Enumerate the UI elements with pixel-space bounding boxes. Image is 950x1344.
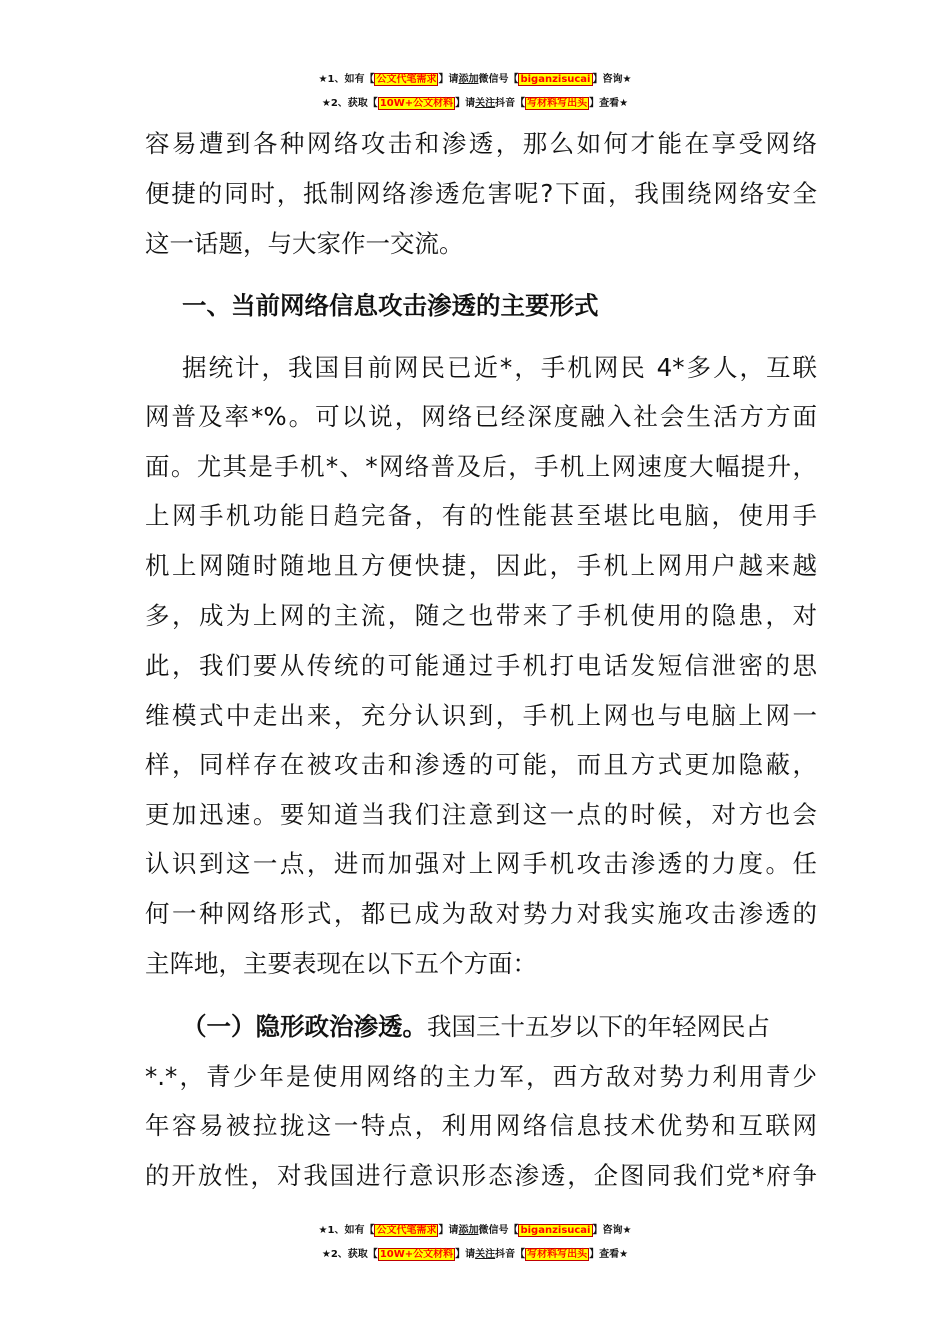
banner-text: 】查看★	[589, 98, 629, 109]
douyin-account-tag: 写材料写出头	[527, 98, 588, 109]
paragraph-line: 网普及率*%。可以说，网络已经深度融入社会生活方方面	[145, 402, 817, 431]
highlight-tag: 公文代笔需求	[376, 74, 437, 85]
banner-text: ★1、如有【	[318, 1225, 375, 1236]
banner-line-1	[0, 68, 950, 92]
douyin-account-tag: 写材料写出头	[527, 1249, 588, 1260]
paragraph-line: 维模式中走出来，充分认识到，手机上网也与电脑上网一	[145, 701, 817, 730]
banner-text: 】咨询★	[592, 74, 632, 85]
paragraph-line: 此，我们要从传统的可能通过手机打电话发短信泄密的思	[145, 651, 817, 680]
banner-line-1	[0, 1219, 950, 1243]
underlined-text: 关注	[475, 98, 496, 109]
paragraph-line: 认识到这一点，进而加强对上网手机攻击渗透的力度。任	[145, 849, 817, 878]
banner-text: ★2、获取【	[321, 1249, 378, 1260]
banner-text: 微信号【	[478, 1225, 519, 1236]
banner-text: 抖音【	[495, 1249, 526, 1260]
paragraph-line	[182, 1012, 770, 1042]
paragraph-line: 年容易被拉拢这一特点，利用网络信息技术优势和互联网	[145, 1111, 817, 1140]
banner-text: 】查看★	[589, 1249, 629, 1260]
paragraph-text: 我国三十五岁以下的年轻网民占	[427, 1012, 770, 1041]
banner-line-2	[0, 92, 950, 116]
banner-text: 】请	[438, 74, 459, 85]
underlined-text: 添加	[458, 1225, 479, 1236]
paragraph-line: 多，成为上网的主流，随之也带来了手机使用的隐患，对	[145, 601, 817, 630]
wechat-id-tag: biganzisucai	[520, 74, 591, 85]
wechat-id-tag: biganzisucai	[520, 1225, 591, 1236]
paragraph-line: 便捷的同时，抵制网络渗透危害呢?下面，我围绕网络安全	[145, 179, 817, 208]
banner-text: ★2、获取【	[321, 98, 378, 109]
underlined-text: 关注	[475, 1249, 496, 1260]
paragraph-line: 的开放性，对我国进行意识形态渗透，企图同我们党*府争	[145, 1161, 817, 1190]
footer-banner	[0, 1219, 950, 1267]
paragraph-line: 据统计，我国目前网民已近*，手机网民 4*多人，互联	[182, 353, 817, 382]
paragraph-line: 容易遭到各种网络攻击和渗透，那么如何才能在享受网络	[145, 129, 817, 158]
banner-text: 抖音【	[495, 98, 526, 109]
highlight-tag: 10W+公文材料	[379, 98, 454, 109]
banner-text: ★1、如有【	[318, 74, 375, 85]
paragraph-line: 上网手机功能日趋完备，有的性能甚至堪比电脑，使用手	[145, 501, 817, 530]
paragraph-line: 机上网随时随地且方便快捷，因此，手机上网用户越来越	[145, 551, 817, 580]
banner-line-2	[0, 1243, 950, 1267]
banner-text: 】请	[455, 98, 476, 109]
paragraph-line: 更加迅速。要知道当我们注意到这一点的时候，对方也会	[145, 800, 817, 829]
highlight-tag: 10W+公文材料	[379, 1249, 454, 1260]
header-banner	[0, 68, 950, 116]
paragraph-line: *.*，青少年是使用网络的主力军，西方敌对势力利用青少	[145, 1062, 817, 1091]
banner-text: 】请	[438, 1225, 459, 1236]
paragraph-line: 这一话题，与大家作一交流。	[145, 229, 464, 258]
paragraph-line: 样，同样存在被攻击和渗透的可能，而且方式更加隐蔽，	[145, 750, 817, 779]
paragraph-line: 主阵地，主要表现在以下五个方面：	[145, 949, 537, 978]
banner-text: 】咨询★	[592, 1225, 632, 1236]
paragraph-line: 何一种网络形式，都已成为敌对势力对我实施攻击渗透的	[145, 899, 817, 928]
banner-text: 微信号【	[478, 74, 519, 85]
underlined-text: 添加	[458, 74, 479, 85]
highlight-tag: 公文代笔需求	[376, 1225, 437, 1236]
banner-text: 】请	[455, 1249, 476, 1260]
paragraph-line: 面。尤其是手机*、*网络普及后，手机上网速度大幅提升，	[145, 452, 817, 481]
section-heading: 一、当前网络信息攻击渗透的主要形式	[182, 291, 599, 320]
subsection-lead: （一）隐形政治渗透。	[182, 1012, 427, 1041]
